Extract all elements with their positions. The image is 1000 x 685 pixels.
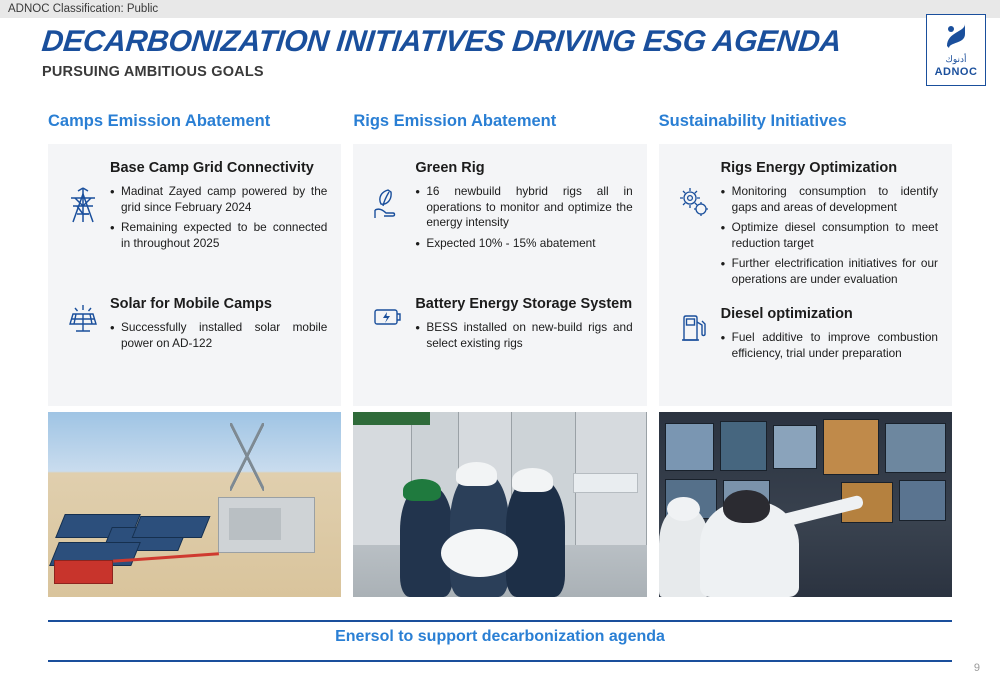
block-title: Battery Energy Storage System — [415, 296, 633, 313]
person-head-shape — [723, 490, 770, 523]
column-rigs-emission-abatement — [353, 112, 646, 406]
workers-switchgear-room-photo — [353, 412, 646, 597]
control-room-operators-photo — [659, 412, 952, 597]
block-title: Diesel optimization — [720, 306, 853, 323]
column-camps-emission-abatement — [48, 112, 341, 406]
column-heading: Sustainability Initiatives — [658, 112, 847, 130]
worker-shape — [506, 479, 565, 597]
screen-shape — [773, 425, 817, 469]
block-body — [721, 306, 938, 366]
card-rigs — [353, 144, 646, 406]
adnoc-logo-mark — [941, 22, 971, 52]
bullet-list — [110, 320, 327, 351]
panel-shape — [132, 516, 211, 538]
screen-shape — [899, 480, 946, 521]
power-pylon-icon — [62, 160, 104, 256]
solar-panels-desert-camp-photo — [48, 412, 341, 597]
block-body — [415, 160, 632, 256]
page-subtitle: PURSUING AMBITIOUS GOALS — [42, 64, 264, 80]
block-title: Rigs Energy Optimization — [720, 160, 898, 176]
screen-shape — [665, 423, 715, 471]
bullet-list — [721, 330, 938, 361]
helmet-shape — [403, 479, 441, 501]
block-solar-for-mobile-camps — [62, 296, 327, 356]
solar-panel-icon — [62, 296, 104, 356]
leaf-in-hand-icon — [367, 160, 409, 256]
helmet-shape — [456, 462, 497, 486]
red-equipment-shape — [54, 560, 113, 584]
block-body — [415, 296, 632, 356]
green-panel-shape — [353, 412, 429, 425]
gear-settings-icon — [673, 160, 715, 292]
block-green-rig — [367, 160, 632, 256]
page-number: 9 — [973, 662, 980, 674]
person-head-shape — [667, 497, 699, 521]
adnoc-logo-name: ADNOC — [934, 66, 978, 78]
bullet-item: • BESS installed on new-build rigs and select existing rigs — [415, 320, 632, 351]
screen-shape — [823, 419, 879, 475]
photo-strip — [48, 412, 952, 597]
block-title: Base Camp Grid Connectivity — [110, 160, 314, 176]
block-diesel-optimization — [673, 306, 938, 366]
footer-divider-bottom — [48, 660, 952, 662]
bullet-item: • Fuel additive to improve combustion efficiency, trial under preparation — [721, 330, 938, 361]
block-body — [721, 160, 938, 292]
bullet-list — [110, 184, 327, 251]
footer-divider-top — [48, 620, 952, 622]
bullet-item: • Expected 10% - 15% abatement — [415, 236, 632, 252]
bullet-item: • Successfully installed solar mobile power on AD-122 — [110, 320, 327, 351]
adnoc-logo-arabic: أدنوك — [945, 54, 967, 64]
block-rigs-energy-optimization — [673, 160, 938, 292]
block-title: Green Rig — [415, 160, 485, 176]
ac-unit-shape — [573, 473, 638, 493]
fuel-pump-icon — [673, 306, 715, 366]
column-heading: Rigs Emission Abatement — [353, 112, 557, 130]
bullet-item: • Further electrification initiatives for our operations are under evaluation — [721, 256, 938, 287]
block-body — [110, 160, 327, 256]
bullet-list — [415, 320, 632, 351]
footer-message: Enersol to support decarbonization agenda — [335, 628, 665, 645]
screen-shape — [885, 423, 947, 473]
content-columns — [48, 112, 952, 406]
block-body — [110, 296, 327, 356]
classification-banner: ADNOC Classification: Public — [0, 0, 1000, 18]
adnoc-logo — [926, 14, 986, 86]
block-battery-energy-storage-system — [367, 296, 632, 356]
screen-shape — [720, 421, 767, 471]
card-sustainability — [659, 144, 952, 406]
helmet-shape — [512, 468, 553, 492]
page-title: DECARBONIZATION INITIATIVES DRIVING ESG AGENDA — [40, 25, 843, 58]
bullet-list — [415, 184, 632, 251]
bullet-item: • Madinat Zayed camp powered by the grid since February 2024 — [110, 184, 327, 215]
pylon-shape — [230, 423, 264, 491]
bullet-item: • Remaining expected to be connected in throughout 2025 — [110, 220, 327, 251]
column-heading: Camps Emission Abatement — [48, 112, 271, 130]
block-title: Solar for Mobile Camps — [110, 296, 272, 313]
bullet-item: • Optimize diesel consumption to meet reduction target — [721, 220, 938, 251]
card-camps — [48, 144, 341, 406]
column-sustainability-initiatives — [659, 112, 952, 406]
container-shape — [218, 497, 315, 553]
block-base-camp-grid-connectivity — [62, 160, 327, 256]
helmet-shape — [441, 529, 517, 577]
bullet-item: • Monitoring consumption to identify gaps and areas of development — [721, 184, 938, 215]
battery-bolt-icon — [367, 296, 409, 356]
bullet-list — [721, 184, 938, 287]
bullet-item: • 16 newbuild hybrid rigs all in operations to monitor and optimize the energy intensity — [415, 184, 632, 231]
